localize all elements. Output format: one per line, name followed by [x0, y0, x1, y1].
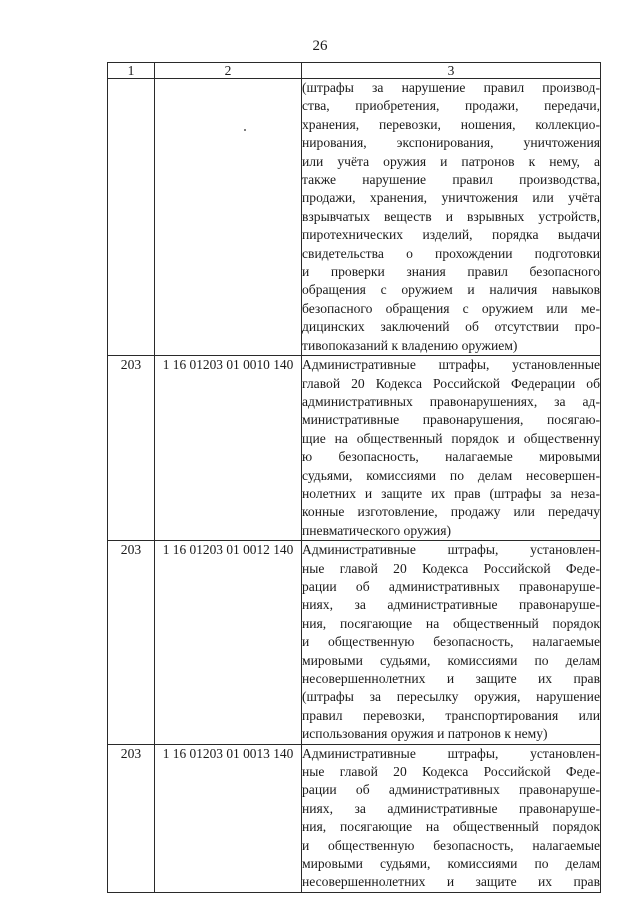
description-line: также нарушение правил производства,	[302, 172, 600, 188]
description-line: нирования, экспонирования, уничтожения	[302, 135, 600, 151]
admin-code-cell: 203	[108, 744, 155, 892]
description-line: обращения с оружием и наличия навыков	[302, 282, 600, 298]
description-line: несовершеннолетних и защите их прав	[302, 874, 600, 890]
description-line: (штрафы за нарушение правил производ-	[302, 80, 600, 95]
admin-code-cell: 203	[108, 541, 155, 744]
description-line: тивопоказаний к владению оружием)	[302, 337, 518, 353]
description-line: Административные штрафы, установлен-	[302, 542, 600, 558]
description-line: ные главой 20 Кодекса Российской Феде-	[302, 560, 600, 576]
table-body	[108, 79, 601, 893]
description-line: свидетельства о прохождении подготовки	[302, 245, 600, 261]
budget-code-cell: 1 16 01203 01 0012 140	[155, 541, 302, 744]
table-row	[108, 356, 601, 541]
description-line: и общественную безопасность, налагаемые	[302, 634, 600, 650]
table-header	[108, 63, 601, 79]
description-line: рации об административных правонаруше-	[302, 782, 600, 798]
description-cell	[302, 356, 601, 541]
description-line: конные изготовление, продажу или передачу	[302, 504, 600, 520]
description-line: пиротехнических изделий, порядка выдачи	[302, 227, 600, 243]
description-line: щие на общественный порядок и общественну	[302, 430, 600, 446]
description-line: ства, приобретения, продажи, передачи,	[302, 98, 600, 114]
description-line: рации об административных правонаруше-	[302, 578, 600, 594]
description-line: ния, посягающие на общественный порядок	[302, 615, 600, 631]
header-col-1: 1	[108, 63, 155, 79]
description-line: Административные штрафы, установленные	[302, 357, 600, 373]
budget-code-cell: 1 16 01203 01 0010 140	[155, 356, 302, 541]
description-line: ниях, за административные правонаруше-	[302, 597, 600, 613]
description-line: продажи, хранения, уничтожения или учёта	[302, 190, 600, 206]
admin-code-cell: 203	[108, 356, 155, 541]
table-row	[108, 541, 601, 744]
scan-speck	[244, 129, 246, 131]
budget-code-cell	[155, 79, 302, 356]
description-line: пневматического оружия)	[302, 522, 452, 538]
admin-code-cell	[108, 79, 155, 356]
header-col-2: 2	[155, 63, 302, 79]
description-line: (штрафы за пересылку оружия, нарушение	[302, 689, 600, 705]
table-row	[108, 79, 601, 356]
description-cell	[302, 541, 601, 744]
header-col-3: 3	[302, 63, 601, 79]
table-row	[108, 744, 601, 892]
description-line: правил перевозки, транспортирования или	[302, 707, 600, 723]
page-number: 26	[312, 38, 328, 54]
description-line: хранения, перевозки, ношения, коллекцио-	[302, 116, 600, 132]
description-line: ниях, за административные правонаруше-	[302, 800, 600, 816]
description-line: ные главой 20 Кодекса Российской Феде-	[302, 764, 600, 780]
description-line: ния, посягающие на общественный порядок	[302, 819, 600, 835]
budget-code-cell: 1 16 01203 01 0013 140	[155, 744, 302, 892]
description-line: использования оружия и патронов к нему)	[302, 726, 548, 742]
description-line: судьями, комиссиями по делам несовершен-	[302, 467, 600, 483]
description-line: безопасного обращения с оружием или ме-	[302, 300, 600, 316]
description-line: Административные штрафы, установлен-	[302, 745, 600, 761]
description-line: ю безопасность, налагаемые мировыми	[302, 449, 600, 465]
description-line: и проверки знания правил безопасного	[302, 264, 600, 280]
description-line: административных правонарушениях, за ад-	[302, 393, 600, 409]
description-line: или учёта оружия и патронов к нему, а	[302, 153, 600, 169]
description-line: министративные правонарушения, посягаю-	[302, 412, 600, 428]
description-line: взрывчатых веществ и взрывных устройств,	[302, 208, 600, 224]
description-line: несовершеннолетних и защите их прав	[302, 671, 600, 686]
description-line: мировыми судьями, комиссиями по делам	[302, 856, 600, 872]
description-cell	[302, 79, 601, 356]
description-cell	[302, 744, 601, 892]
budget-classification-table	[107, 62, 601, 893]
description-line: и общественную безопасность, налагаемые	[302, 837, 600, 853]
description-line: главой 20 Кодекса Российской Федерации об	[302, 375, 600, 391]
description-line: дицинских заключений об отсутствии про-	[302, 319, 600, 335]
description-line: мировыми судьями, комиссиями по делам	[302, 652, 600, 668]
description-line: нолетних и защите их прав (штрафы за неза-	[302, 485, 600, 501]
